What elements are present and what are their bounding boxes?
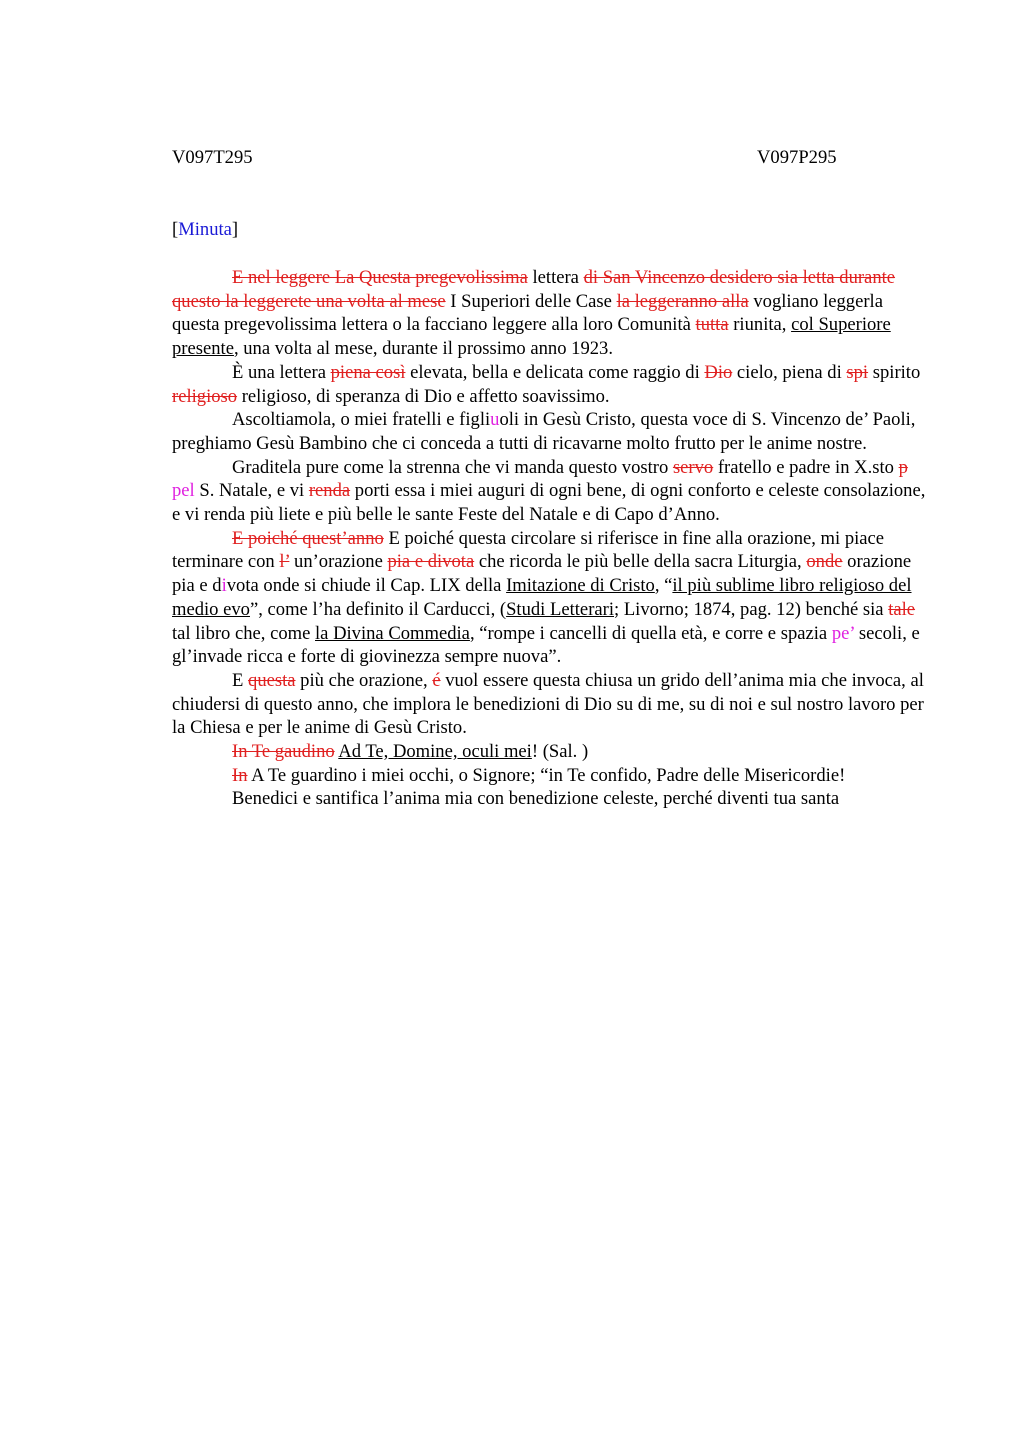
paragraph	[172, 669, 932, 740]
text-segment: vuol essere questa chiusa un grido dell’anima mia che invoca, al chiudersi di questo anno, che implora le benedizioni di Dio su di me, su di noi e sul nostro lavoro per la Chiesa e per le anime di Gesù Cristo.	[172, 669, 924, 739]
underlined-text: il più sublime libro religioso del medio evo	[172, 575, 912, 620]
deleted-text: renda	[308, 480, 351, 502]
text-segment: A Te guardino i miei occhi, o Signore; “in Te confido, Padre delle Misericordie!	[247, 764, 846, 786]
deleted-text: E nel leggere La Questa pregevolissima	[232, 267, 528, 288]
underlined-text: Imitazione di Cristo	[506, 575, 655, 597]
deleted-text: spi	[846, 361, 869, 383]
underlined-text: Ad Te, Domine, oculi mei	[338, 741, 532, 763]
text-segment: I Superiori delle Case	[445, 290, 617, 312]
text-segment: cielo, piena di	[732, 361, 847, 383]
minuta-label	[172, 218, 238, 242]
text-segment: spirito	[868, 361, 921, 383]
paragraph	[172, 361, 932, 408]
text-segment: religioso, di speranza di Dio e affetto soavissimo.	[237, 385, 610, 407]
text-segment: che ricorda le più belle della sacra Liturgia,	[474, 551, 807, 573]
inserted-text: pel	[172, 480, 195, 502]
deleted-text: tutta	[695, 314, 729, 336]
deleted-text: piena così	[330, 361, 406, 383]
text-segment: lettera	[527, 267, 584, 288]
deleted-text: In Te gaudino	[232, 741, 335, 763]
deleted-text: onde	[806, 551, 843, 573]
deleted-text: di San Vincenzo desidero sia letta durante questo la leggerete una volta al mese	[172, 267, 896, 312]
paragraph	[172, 787, 932, 811]
text-segment: riunita,	[728, 314, 792, 336]
text-segment: E	[232, 669, 249, 691]
text-segment: tal libro che, come	[172, 622, 316, 644]
letter-body	[172, 266, 932, 811]
text-segment: ; Livorno; 1874, pag. 12) benché sia	[614, 598, 889, 620]
text-segment: ”, come l’ha definito il Carducci, (	[249, 598, 507, 620]
text-segment: secoli, e gl’invade ricca e forte di giovinezza sempre nuova”.	[172, 622, 920, 668]
underlined-text: Studi Letterari	[506, 598, 614, 620]
inserted-text: pe’	[831, 622, 855, 644]
text-segment: vogliano leggerla questa pregevolissima lettera o la facciano leggere alla loro Comunità	[172, 290, 883, 336]
text-segment: fratello e padre in X.sto	[713, 456, 899, 478]
text-segment: , una volta al mese, durante il prossimo anno 1923.	[233, 338, 613, 360]
deleted-text: questa	[248, 669, 296, 691]
paragraph	[172, 527, 932, 669]
deleted-text: p	[898, 456, 908, 478]
text-segment: vota onde si chiude il Cap. LIX della	[226, 575, 507, 597]
inserted-text: i	[221, 575, 227, 597]
bracket-open: [	[172, 219, 179, 240]
text-segment: Ascoltiamola, o miei fratelli e figli	[232, 409, 491, 431]
text-segment: E poiché questa circolare si riferisce in fine alla orazione, mi piace terminare con	[172, 527, 885, 573]
text-segment: S. Natale, e vi	[194, 480, 309, 502]
paragraph	[172, 408, 932, 455]
text-segment: elevata, bella e delicata come raggio di	[405, 361, 705, 383]
underlined-text: col Superiore presente	[172, 314, 891, 360]
deleted-text: E poiché quest’anno	[232, 527, 384, 549]
text-segment: È una lettera	[232, 361, 331, 383]
deleted-text: é	[432, 669, 441, 691]
text-segment: più che orazione,	[295, 669, 433, 691]
text-segment: Graditela pure come la strenna che vi manda questo vostro	[232, 456, 673, 478]
deleted-text: servo	[672, 456, 714, 478]
text-segment: , “	[654, 575, 673, 597]
deleted-text: pia e divota	[387, 551, 475, 573]
inserted-text: u	[490, 409, 500, 431]
text-segment: porti essa i miei auguri di ogni bene, di ogni conforto e celeste consolazione, e vi renda più liete e più belle le sante Feste del Natale e di Capo d’Anno.	[172, 480, 926, 526]
paragraph	[172, 740, 932, 764]
deleted-text: tale	[888, 598, 916, 620]
bracket-close: ]	[231, 219, 239, 240]
paragraph	[172, 456, 932, 527]
header-right-code: V097P295	[757, 147, 837, 168]
text-segment: Benedici e santifica l’anima mia con benedizione celeste, perché diventi tua santa	[232, 788, 840, 810]
paragraph	[172, 764, 932, 788]
text-segment: , “rompe i cancelli di quella età, e corre e spazia	[469, 622, 832, 644]
deleted-text: religioso	[172, 385, 238, 407]
deleted-text: In	[232, 764, 248, 786]
minuta-word: Minuta	[178, 219, 232, 240]
underlined-text: la Divina Commedia	[315, 622, 470, 644]
deleted-text: l’	[279, 551, 290, 573]
paragraph	[172, 266, 932, 361]
deleted-text: la leggeranno alla	[616, 290, 749, 312]
text-segment: orazione pia e d	[172, 551, 912, 597]
header-left-code: V097T295	[172, 147, 253, 168]
text-segment: ! (Sal. )	[531, 741, 589, 763]
text-segment: oli in Gesù Cristo, questa voce di S. Vincenzo de’ Paoli, preghiamo Gesù Bambino che ci conceda a tutti di ricavarne molto frutto per le anime nostre.	[172, 409, 916, 454]
text-segment: un’orazione	[289, 551, 388, 573]
deleted-text: Dio	[704, 361, 733, 383]
